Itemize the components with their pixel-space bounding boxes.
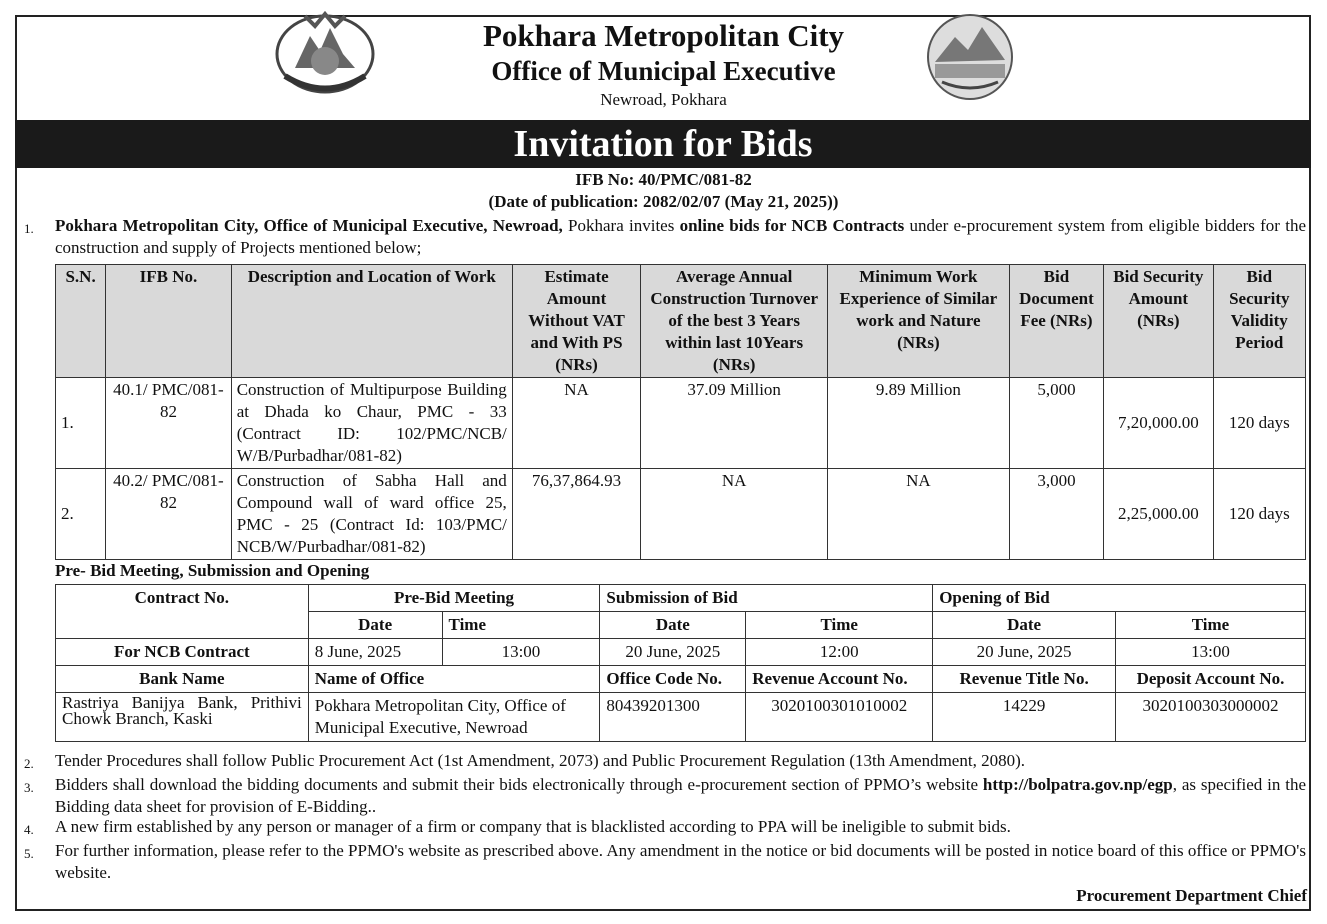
opening-time: 13:00: [1116, 639, 1306, 666]
submission-header: Submission of Bid: [600, 585, 933, 612]
sub-time-header: Time: [746, 612, 933, 639]
table-row: [56, 378, 1306, 469]
cell-estimate: 76,37,864.93: [512, 469, 641, 560]
revenue-title: 14229: [933, 693, 1116, 742]
clause-3-text-b: , as specified in the Bidding data sheet for provision of E-Bidding..: [55, 775, 1306, 816]
office-code-header: Office Code No.: [600, 666, 746, 693]
table-row: [56, 469, 1306, 560]
submission-time: 12:00: [746, 639, 933, 666]
table-header-row: [56, 265, 1306, 378]
org-name: Pokhara Metropolitan City: [482, 18, 845, 53]
meeting-table: [55, 584, 1306, 742]
clause-number: 1.: [24, 221, 34, 236]
clause-1-bold-org: Pokhara Metropolitan City, Office of Municipal Executive, Newroad,: [55, 216, 563, 235]
table-row: [56, 639, 1306, 666]
col-header-fee: Bid Document Fee (NRs): [1009, 265, 1103, 378]
deposit-account-header: Deposit Account No.: [1116, 666, 1306, 693]
cell-experience: 9.89 Million: [828, 378, 1010, 469]
office-name: Office of Municipal Executive: [491, 56, 836, 86]
bank-name: Rastriya Banijya Bank, Prithivi Chowk Branch, Kaski: [56, 693, 309, 742]
office-code: 80439201300: [600, 693, 746, 742]
prebid-header: Pre-Bid Meeting: [308, 585, 600, 612]
office-address: Newroad, Pokhara: [600, 90, 727, 109]
cell-desc: Construction of Sabha Hall and Compound wall of ward office 25, PMC - 25 (Contract Id: 103/PMC/ NCB/W/Purbadhar/081-82): [231, 469, 512, 560]
ncb-contract-label: For NCB Contract: [56, 639, 309, 666]
clause-3-text-a: Bidders shall download the bidding documents and submit their bids electronically through e-procurement section of PPMO’s website: [55, 775, 983, 794]
clause-3-text: [55, 774, 1306, 818]
cell-security: 2,25,000.00: [1104, 469, 1213, 560]
clause-number: 3.: [24, 780, 34, 795]
revenue-title-header: Revenue Title No.: [933, 666, 1116, 693]
deposit-account: 3020100303000002: [1116, 693, 1306, 742]
bank-name-header: Bank Name: [56, 666, 309, 693]
signature: Procurement Department Chief: [1076, 886, 1307, 905]
cell-ifb: 40.2/ PMC/081-82: [106, 469, 232, 560]
clause-number: 5.: [24, 846, 34, 861]
cell-sn: 2.: [56, 469, 106, 560]
contract-no-header: Contract No.: [56, 585, 309, 639]
submission-date: 20 June, 2025: [600, 639, 746, 666]
opening-header: Opening of Bid: [933, 585, 1306, 612]
clause-1-text-a: Pokhara invites: [562, 216, 680, 235]
prebid-date: 8 June, 2025: [308, 639, 442, 666]
revenue-account: 3020100301010002: [746, 693, 933, 742]
clause-number: 4.: [24, 822, 34, 837]
cell-experience: NA: [828, 469, 1010, 560]
bids-table: [55, 264, 1306, 560]
clause-5-text: For further information, please refer to the PPMO's website as prescribed above. Any amendment in the notice or bid documents will be posted in notice board of this office or PPMO's website.: [55, 841, 1306, 882]
cell-turnover: 37.09 Million: [641, 378, 828, 469]
open-time-header: Time: [1116, 612, 1306, 639]
clause-2-text: Tender Procedures shall follow Public Procurement Act (1st Amendment, 2073) and Public Procurement Regulation (13th Amendment, 2080).: [55, 751, 1025, 770]
ifb-number: IFB No: 40/PMC/081-82: [575, 170, 752, 189]
col-header-experience: Minimum Work Experience of Similar work and Nature (NRs): [828, 265, 1010, 378]
col-header-ifb: IFB No.: [106, 265, 232, 378]
col-header-sn: S.N.: [56, 265, 106, 378]
col-header-desc: Description and Location of Work: [231, 265, 512, 378]
ppmo-link[interactable]: http://bolpatra.gov.np/egp: [982, 775, 1173, 794]
cell-fee: 3,000: [1009, 469, 1103, 560]
sub-date-header: Date: [600, 612, 746, 639]
clause-1-text: [55, 215, 1306, 259]
cell-turnover: NA: [641, 469, 828, 560]
publication-date: (Date of publication: 2082/02/07 (May 21, 2025)): [488, 192, 839, 211]
revenue-account-header: Revenue Account No.: [746, 666, 933, 693]
col-header-estimate: Estimate Amount Without VAT and With PS (NRs): [512, 265, 641, 378]
clause-4-text: A new firm established by any person or manager of a firm or company that is blacklisted according to PPA will be ineligible to submit bids.: [55, 817, 1011, 836]
cell-desc: Construction of Multipurpose Building at Dhada ko Chaur, PMC - 33 (Contract ID: 102/PMC/NCB/ W/B/Purbadhar/081-82): [231, 378, 512, 469]
cell-sn: 1.: [56, 378, 106, 469]
cell-estimate: NA: [512, 378, 641, 469]
prebid-time-header: Time: [442, 612, 600, 639]
cell-validity: 120 days: [1213, 469, 1305, 560]
office-name-value: Pokhara Metropolitan City, Office of Municipal Executive, Newroad: [308, 693, 600, 742]
opening-date: 20 June, 2025: [933, 639, 1116, 666]
office-name-header: Name of Office: [308, 666, 600, 693]
clause-1-bold-ncb: online bids for NCB Contracts: [679, 216, 905, 235]
col-header-security: Bid Security Amount (NRs): [1104, 265, 1213, 378]
table-row: [56, 693, 1306, 742]
cell-fee: 5,000: [1009, 378, 1103, 469]
open-date-header: Date: [933, 612, 1116, 639]
clause-number: 2.: [24, 756, 34, 771]
prebid-heading: Pre- Bid Meeting, Submission and Opening: [55, 561, 370, 580]
col-header-validity: Bid Security Validity Period: [1213, 265, 1305, 378]
clause-1-text-b: under e-procurement system from eligible bidders for the construction and supply of Projects mentioned below;: [55, 216, 1306, 257]
prebid-date-header: Date: [308, 612, 442, 639]
meeting-header-row: [56, 585, 1306, 612]
cell-security: 7,20,000.00: [1104, 378, 1213, 469]
bank-header-row: [56, 666, 1306, 693]
cell-ifb: 40.1/ PMC/081-82: [106, 378, 232, 469]
page-title: Invitation for Bids: [15, 120, 1311, 168]
col-header-turnover: Average Annual Construction Turnover of the best 3 Years within last 10Years (NRs): [641, 265, 828, 378]
cell-validity: 120 days: [1213, 378, 1305, 469]
prebid-time: 13:00: [442, 639, 600, 666]
